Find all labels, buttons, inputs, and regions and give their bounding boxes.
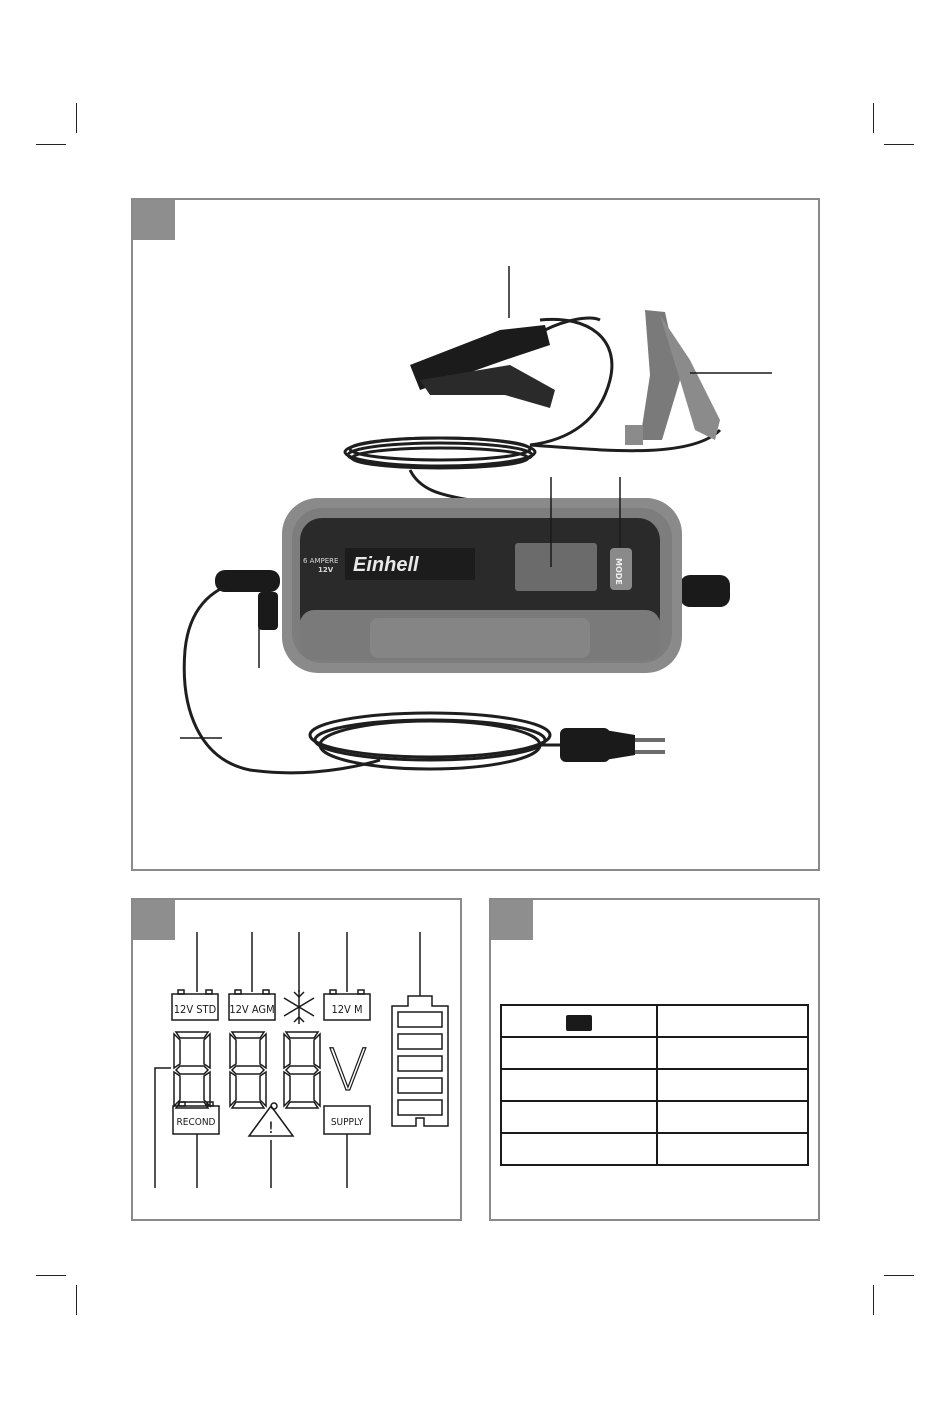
digit-3 (284, 1032, 320, 1108)
table-row (501, 1037, 808, 1069)
table-cell (657, 1101, 808, 1133)
table-cell (657, 1037, 808, 1069)
m-mode-label: 12V M (331, 1003, 363, 1016)
recond-label: RECOND (176, 1117, 216, 1128)
ampere-label: 6 AMPERE (303, 557, 339, 565)
battery-icon (566, 1015, 592, 1031)
table-row (501, 1101, 808, 1133)
digit-1 (174, 1032, 210, 1108)
table-cell (657, 1069, 808, 1101)
warning-mark: ! (267, 1118, 275, 1137)
table-header-cell (657, 1005, 808, 1037)
snowflake-icon (284, 990, 314, 1024)
table-cell (501, 1101, 657, 1133)
table-cell (501, 1069, 657, 1101)
table-header-cell (501, 1005, 657, 1037)
brand-logo: Einhell (353, 554, 419, 576)
table-row (501, 1005, 808, 1037)
table-cell (657, 1133, 808, 1165)
table-cell (501, 1133, 657, 1165)
charge-table (500, 1004, 809, 1166)
digit-2 (230, 1032, 266, 1108)
mode-button-label: MODE (614, 558, 623, 585)
volt-unit-label: V (328, 1036, 368, 1104)
supply-label: SUPPLY (330, 1117, 364, 1128)
table-row (501, 1133, 808, 1165)
voltage-label: 12V (318, 566, 334, 574)
agm-mode-label: 12V AGM (229, 1003, 275, 1016)
table-cell (501, 1037, 657, 1069)
std-mode-label: 12V STD (173, 1003, 217, 1016)
table-row (501, 1069, 808, 1101)
figure-number-tab (491, 900, 533, 940)
battery-level-icon (392, 996, 448, 1126)
